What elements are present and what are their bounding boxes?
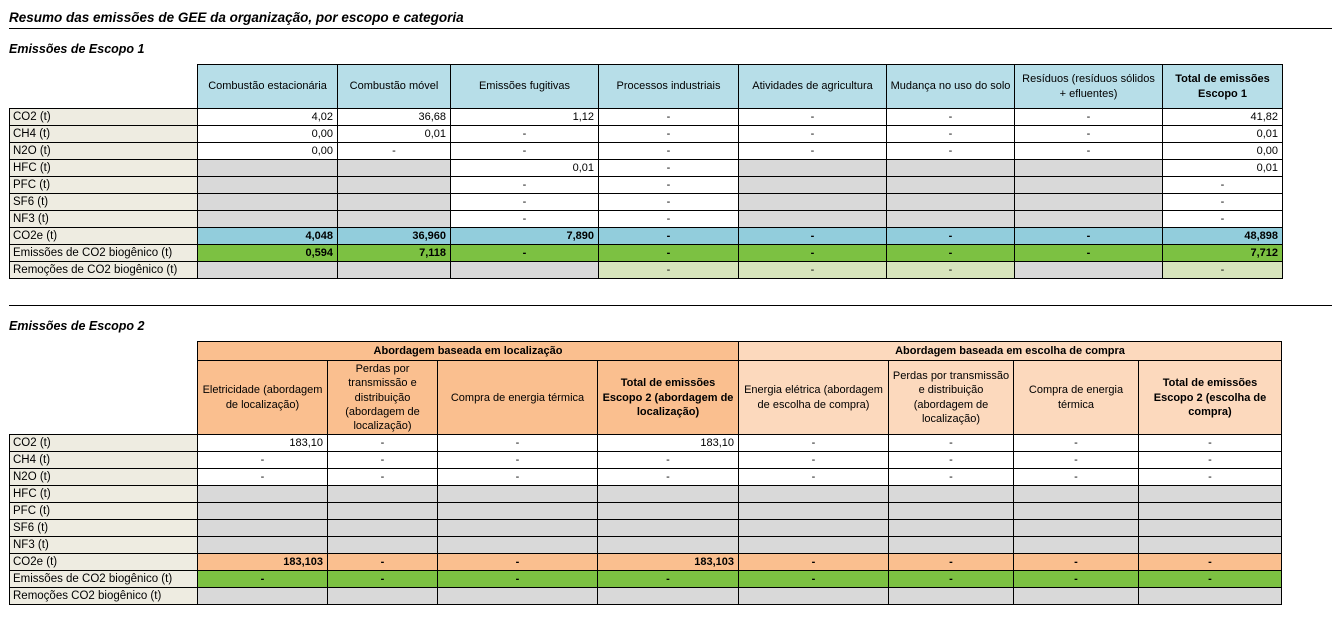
table-row	[10, 143, 1283, 160]
corner-cell	[10, 361, 198, 435]
cell-value[interactable]: -	[739, 452, 889, 469]
cell-value[interactable]: -	[1014, 554, 1139, 571]
cell-empty[interactable]	[598, 503, 739, 520]
cell-value[interactable]: -	[739, 126, 887, 143]
row-label[interactable]: HFC (t)	[10, 486, 198, 503]
cell-empty[interactable]	[438, 537, 598, 554]
column-header[interactable]: Compra de energia térmica	[1014, 361, 1139, 435]
cell-value[interactable]: -	[451, 211, 599, 228]
cell-value[interactable]: -	[1163, 262, 1283, 279]
row-label[interactable]: PFC (t)	[10, 503, 198, 520]
cell-empty[interactable]	[889, 520, 1014, 537]
table-row	[10, 503, 1282, 520]
title-underline	[9, 28, 1332, 29]
row-label[interactable]: N2O (t)	[10, 143, 198, 160]
cell-value[interactable]: 7,712	[1163, 245, 1283, 262]
cell-value[interactable]: -	[739, 228, 887, 245]
cell-empty[interactable]	[739, 177, 887, 194]
cell-value[interactable]: -	[1014, 435, 1139, 452]
cell-empty[interactable]	[739, 486, 889, 503]
cell-value[interactable]: -	[451, 143, 599, 160]
cell-value[interactable]: 7,118	[338, 245, 451, 262]
cell-value[interactable]: -	[887, 228, 1015, 245]
cell-empty[interactable]	[598, 588, 739, 605]
cell-value[interactable]: -	[598, 469, 739, 486]
cell-empty[interactable]	[328, 520, 438, 537]
cell-value[interactable]: -	[198, 469, 328, 486]
cell-value[interactable]: -	[1015, 109, 1163, 126]
cell-empty[interactable]	[1014, 520, 1139, 537]
column-header[interactable]: Eletricidade (abordagem de localização)	[198, 361, 328, 435]
cell-empty[interactable]	[739, 537, 889, 554]
cell-value[interactable]: -	[328, 554, 438, 571]
column-header[interactable]: Emissões fugitivas	[451, 65, 599, 109]
cell-value[interactable]: -	[599, 143, 739, 160]
cell-empty[interactable]	[739, 503, 889, 520]
cell-empty[interactable]	[328, 503, 438, 520]
cell-value[interactable]: -	[1014, 571, 1139, 588]
cell-value[interactable]: -	[1015, 245, 1163, 262]
cell-value[interactable]: -	[438, 452, 598, 469]
cell-value[interactable]: -	[438, 435, 598, 452]
cell-empty[interactable]	[338, 211, 451, 228]
cell-value[interactable]: -	[1139, 554, 1282, 571]
table-row	[10, 211, 1283, 228]
cell-empty[interactable]	[1015, 194, 1163, 211]
table-row	[10, 571, 1282, 588]
cell-value[interactable]: -	[739, 109, 887, 126]
cell-value[interactable]: 48,898	[1163, 228, 1283, 245]
cell-value[interactable]: 7,890	[451, 228, 599, 245]
row-label[interactable]: Remoções de CO2 biogênico (t)	[10, 262, 198, 279]
scope2-heading: Emissões de Escopo 2	[9, 319, 145, 333]
cell-value[interactable]: 0,00	[198, 143, 338, 160]
cell-value[interactable]: -	[451, 126, 599, 143]
cell-value[interactable]: 0,01	[451, 160, 599, 177]
cell-value[interactable]: -	[739, 571, 889, 588]
cell-value[interactable]: -	[438, 554, 598, 571]
cell-value[interactable]: -	[1015, 126, 1163, 143]
cell-value[interactable]: -	[599, 160, 739, 177]
cell-value[interactable]: -	[328, 452, 438, 469]
cell-empty[interactable]	[198, 262, 338, 279]
cell-empty[interactable]	[598, 520, 739, 537]
column-header[interactable]: Resíduos (resíduos sólidos + efluentes)	[1015, 65, 1163, 109]
cell-empty[interactable]	[739, 211, 887, 228]
cell-value[interactable]: -	[887, 143, 1015, 160]
cell-empty[interactable]	[198, 486, 328, 503]
table-row	[10, 160, 1283, 177]
cell-value[interactable]: -	[451, 194, 599, 211]
cell-empty[interactable]	[1015, 262, 1163, 279]
scope2-emissions-table	[9, 341, 1282, 605]
cell-value[interactable]: -	[451, 245, 599, 262]
cell-empty[interactable]	[889, 588, 1014, 605]
table-row	[10, 486, 1282, 503]
cell-value[interactable]: -	[889, 469, 1014, 486]
corner-cell	[10, 65, 198, 109]
cell-value[interactable]: -	[1015, 228, 1163, 245]
cell-value[interactable]: -	[1014, 469, 1139, 486]
cell-empty[interactable]	[1139, 588, 1282, 605]
column-header[interactable]: Processos industriais	[599, 65, 739, 109]
cell-value[interactable]: -	[338, 143, 451, 160]
cell-empty[interactable]	[889, 503, 1014, 520]
cell-value[interactable]: -	[739, 143, 887, 160]
table-row	[10, 537, 1282, 554]
cell-value[interactable]: -	[889, 571, 1014, 588]
cell-empty[interactable]	[887, 177, 1015, 194]
cell-empty[interactable]	[1014, 486, 1139, 503]
column-header[interactable]: Total de emissões Escopo 2 (abordagem de localização)	[598, 361, 739, 435]
cell-value[interactable]: 183,10	[198, 435, 328, 452]
cell-empty[interactable]	[198, 537, 328, 554]
cell-empty[interactable]	[438, 520, 598, 537]
cell-value[interactable]: -	[328, 435, 438, 452]
cell-value[interactable]: -	[1014, 452, 1139, 469]
cell-value[interactable]: -	[598, 571, 739, 588]
cell-empty[interactable]	[198, 211, 338, 228]
column-header[interactable]: Total de emissões Escopo 1	[1163, 65, 1283, 109]
column-header-row	[10, 361, 1282, 435]
cell-value[interactable]: -	[198, 452, 328, 469]
row-label[interactable]: SF6 (t)	[10, 520, 198, 537]
cell-empty[interactable]	[598, 537, 739, 554]
cell-empty[interactable]	[328, 588, 438, 605]
cell-value[interactable]: 1,12	[451, 109, 599, 126]
cell-value[interactable]: -	[438, 571, 598, 588]
cell-value[interactable]: 0,594	[198, 245, 338, 262]
cell-value[interactable]: 183,10	[598, 435, 739, 452]
cell-empty[interactable]	[1139, 486, 1282, 503]
cell-empty[interactable]	[1015, 211, 1163, 228]
column-header[interactable]: Energia elétrica (abordagem de escolha de compra)	[739, 361, 889, 435]
cell-value[interactable]: -	[887, 109, 1015, 126]
cell-value[interactable]: -	[599, 228, 739, 245]
row-label[interactable]: CH4 (t)	[10, 126, 198, 143]
column-header[interactable]: Perdas por transmissão e distribuição (abordagem de localização)	[889, 361, 1014, 435]
cell-empty[interactable]	[328, 537, 438, 554]
row-label[interactable]: PFC (t)	[10, 177, 198, 194]
table-row	[10, 588, 1282, 605]
row-label[interactable]: N2O (t)	[10, 469, 198, 486]
row-label[interactable]: NF3 (t)	[10, 537, 198, 554]
cell-value[interactable]: -	[328, 469, 438, 486]
cell-value[interactable]: -	[887, 262, 1015, 279]
cell-value[interactable]: -	[739, 245, 887, 262]
row-label[interactable]: CO2e (t)	[10, 228, 198, 245]
cell-empty[interactable]	[1139, 503, 1282, 520]
cell-value[interactable]: 0,01	[1163, 160, 1283, 177]
cell-empty[interactable]	[198, 177, 338, 194]
cell-value[interactable]: -	[887, 126, 1015, 143]
cell-value[interactable]: -	[887, 245, 1015, 262]
cell-value[interactable]: -	[889, 554, 1014, 571]
row-label[interactable]: Emissões de CO2 biogênico (t)	[10, 571, 198, 588]
cell-empty[interactable]	[598, 486, 739, 503]
cell-value[interactable]: 0,00	[1163, 143, 1283, 160]
cell-empty[interactable]	[198, 520, 328, 537]
row-label[interactable]: CO2 (t)	[10, 109, 198, 126]
cell-value[interactable]: 4,02	[198, 109, 338, 126]
cell-empty[interactable]	[887, 211, 1015, 228]
cell-empty[interactable]	[739, 588, 889, 605]
cell-value[interactable]: -	[599, 126, 739, 143]
row-label[interactable]: NF3 (t)	[10, 211, 198, 228]
table-row	[10, 177, 1283, 194]
column-header[interactable]: Combustão estacionária	[198, 65, 338, 109]
column-header-row	[10, 65, 1283, 109]
cell-value[interactable]: 36,68	[338, 109, 451, 126]
table-row	[10, 554, 1282, 571]
cell-empty[interactable]	[1139, 537, 1282, 554]
cell-empty[interactable]	[338, 262, 451, 279]
row-label[interactable]: Remoções CO2 biogênico (t)	[10, 588, 198, 605]
cell-value[interactable]: -	[598, 452, 739, 469]
cell-empty[interactable]	[198, 503, 328, 520]
cell-empty[interactable]	[438, 486, 598, 503]
cell-value[interactable]: -	[1015, 143, 1163, 160]
table-row	[10, 469, 1282, 486]
row-label[interactable]: CH4 (t)	[10, 452, 198, 469]
table-row	[10, 126, 1283, 143]
cell-value[interactable]: -	[739, 262, 887, 279]
cell-empty[interactable]	[338, 177, 451, 194]
table-row	[10, 520, 1282, 537]
cell-value[interactable]: -	[599, 109, 739, 126]
row-label[interactable]: CO2 (t)	[10, 435, 198, 452]
cell-empty[interactable]	[438, 503, 598, 520]
cell-value[interactable]: -	[889, 435, 1014, 452]
cell-empty[interactable]	[1015, 177, 1163, 194]
cell-value[interactable]: -	[1163, 211, 1283, 228]
table-row	[10, 228, 1283, 245]
scope1-heading: Emissões de Escopo 1	[9, 42, 145, 56]
cell-value[interactable]: -	[599, 194, 739, 211]
cell-value[interactable]: -	[1139, 571, 1282, 588]
cell-empty[interactable]	[887, 160, 1015, 177]
cell-value[interactable]: -	[739, 435, 889, 452]
table-row	[10, 262, 1283, 279]
column-header[interactable]: Mudança no uso do solo	[887, 65, 1015, 109]
scope1-emissions-table	[9, 64, 1283, 279]
cell-value[interactable]: -	[739, 554, 889, 571]
cell-value[interactable]: 0,00	[198, 126, 338, 143]
cell-empty[interactable]	[1014, 588, 1139, 605]
group-header[interactable]: Abordagem baseada em escolha de compra	[739, 342, 1282, 361]
cell-value[interactable]: -	[889, 452, 1014, 469]
cell-value[interactable]: 0,01	[338, 126, 451, 143]
cell-value[interactable]: -	[1163, 194, 1283, 211]
cell-value[interactable]: 0,01	[1163, 126, 1283, 143]
table-row	[10, 452, 1282, 469]
table-row	[10, 194, 1283, 211]
row-label[interactable]: CO2e (t)	[10, 554, 198, 571]
cell-empty[interactable]	[338, 160, 451, 177]
cell-value[interactable]: -	[198, 571, 328, 588]
cell-value[interactable]: 183,103	[198, 554, 328, 571]
cell-value[interactable]: 36,960	[338, 228, 451, 245]
section-divider	[9, 305, 1332, 306]
corner-cell	[10, 342, 198, 361]
cell-value[interactable]: -	[599, 177, 739, 194]
cell-empty[interactable]	[889, 537, 1014, 554]
cell-empty[interactable]	[198, 588, 328, 605]
cell-value[interactable]: 41,82	[1163, 109, 1283, 126]
cell-value[interactable]: -	[599, 245, 739, 262]
cell-empty[interactable]	[1014, 503, 1139, 520]
cell-empty[interactable]	[1015, 160, 1163, 177]
cell-value[interactable]: -	[1139, 452, 1282, 469]
cell-empty[interactable]	[438, 588, 598, 605]
cell-value[interactable]: 183,103	[598, 554, 739, 571]
cell-value[interactable]: -	[739, 469, 889, 486]
column-header[interactable]: Atividades de agricultura	[739, 65, 887, 109]
cell-value[interactable]: -	[599, 262, 739, 279]
cell-empty[interactable]	[739, 194, 887, 211]
cell-empty[interactable]	[887, 194, 1015, 211]
cell-empty[interactable]	[1139, 520, 1282, 537]
cell-value[interactable]: -	[1163, 177, 1283, 194]
cell-value[interactable]: -	[451, 177, 599, 194]
column-header[interactable]: Compra de energia térmica	[438, 361, 598, 435]
group-header[interactable]: Abordagem baseada em localização	[198, 342, 739, 361]
table-row	[10, 435, 1282, 452]
cell-empty[interactable]	[338, 194, 451, 211]
table-row	[10, 109, 1283, 126]
row-label[interactable]: SF6 (t)	[10, 194, 198, 211]
row-label[interactable]: Emissões de CO2 biogênico (t)	[10, 245, 198, 262]
cell-empty[interactable]	[198, 160, 338, 177]
column-header[interactable]: Total de emissões Escopo 2 (escolha de compra)	[1139, 361, 1282, 435]
cell-value[interactable]: -	[438, 469, 598, 486]
cell-empty[interactable]	[889, 486, 1014, 503]
cell-empty[interactable]	[739, 520, 889, 537]
cell-empty[interactable]	[328, 486, 438, 503]
cell-value[interactable]: -	[1139, 435, 1282, 452]
cell-value[interactable]: 4,048	[198, 228, 338, 245]
cell-value[interactable]: -	[1139, 469, 1282, 486]
page-title: Resumo das emissões de GEE da organização, por escopo e categoria	[9, 10, 464, 25]
column-header[interactable]: Perdas por transmissão e distribuição (abordagem de localização)	[328, 361, 438, 435]
cell-value[interactable]: -	[328, 571, 438, 588]
row-label[interactable]: HFC (t)	[10, 160, 198, 177]
cell-empty[interactable]	[739, 160, 887, 177]
cell-empty[interactable]	[1014, 537, 1139, 554]
cell-value[interactable]: -	[599, 211, 739, 228]
column-header[interactable]: Combustão móvel	[338, 65, 451, 109]
group-header-row	[10, 342, 1282, 361]
table-row	[10, 245, 1283, 262]
cell-empty[interactable]	[198, 194, 338, 211]
cell-empty[interactable]	[451, 262, 599, 279]
